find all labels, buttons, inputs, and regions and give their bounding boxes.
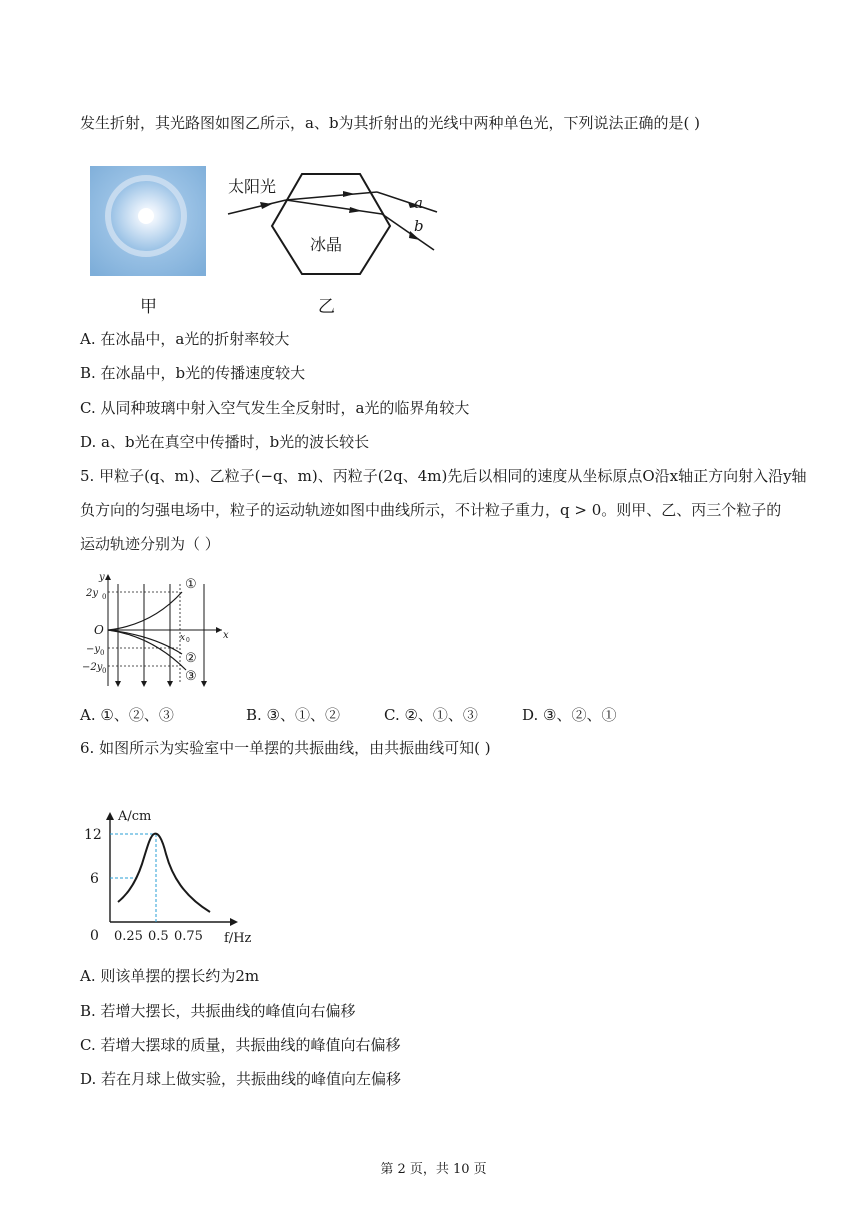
trajectory-label-2: ②: [185, 651, 197, 666]
resonance-curve-chart: [80, 810, 270, 946]
trajectory-label-3: ③: [185, 669, 197, 684]
q4-option-b: B. 在冰晶中，b光的传播速度较大: [80, 364, 306, 382]
q6-option-b: B. 若增大摆长，共振曲线的峰值向右偏移: [80, 1002, 356, 1020]
tick-x-025: 0.25: [114, 929, 143, 944]
q5-option-c: C. ②、①、③: [384, 706, 478, 724]
trajectory-diagram: [82, 570, 232, 692]
q4-option-a: A. 在冰晶中，a光的折射率较大: [80, 330, 290, 348]
axis-label-x: x: [223, 630, 229, 641]
tick-y-6: 6: [90, 871, 99, 887]
q6-option-a: A. 则该单摆的摆长约为2m: [80, 967, 260, 985]
ice-crystal-diagram: [222, 168, 442, 278]
tick-x-05: 0.5: [148, 929, 169, 944]
axis-label-y: y: [99, 572, 105, 583]
label-ice-crystal: 冰晶: [310, 235, 343, 254]
label-sunlight: 太阳光: [228, 177, 277, 196]
q6-option-c: C. 若增大摆球的质量，共振曲线的峰值向右偏移: [80, 1036, 401, 1054]
origin-label: O: [94, 623, 104, 637]
trajectory-label-1: ①: [185, 577, 197, 592]
q5-options: [80, 704, 680, 724]
tick-neg-2y0: −2y: [82, 662, 103, 673]
tick-y-12: 12: [84, 827, 102, 843]
tick-2y0-sub: 0: [102, 593, 107, 601]
q4-option-c: C. 从同种玻璃中射入空气发生全反射时，a光的临界角较大: [80, 399, 470, 417]
y-axis-label: A/cm: [118, 810, 152, 824]
q5-option-d: D. ③、②、①: [522, 706, 617, 724]
q6-option-d: D. 若在月球上做实验，共振曲线的峰值向左偏移: [80, 1070, 402, 1088]
tick-neg-2y0-sub: 0: [102, 667, 107, 675]
fig-jia-caption: 甲: [140, 297, 157, 317]
tick-x0: x: [180, 633, 186, 643]
fig-yi-caption: 乙: [318, 297, 335, 317]
q6-stem: 6. 如图所示为实验室中一单摆的共振曲线，由共振曲线可知( ): [80, 739, 491, 757]
q5-option-a: A. ①、②、③: [80, 706, 174, 724]
halo-photo: [90, 166, 206, 276]
q4-stem-tail: 发生折射，其光路图如图乙所示，a、b为其折射出的光线中两种单色光，下列说法正确的是( ): [80, 114, 701, 132]
q5-option-b: B. ③、①、②: [246, 706, 341, 724]
tick-2y0: 2y: [86, 588, 99, 599]
q5-stem-line1: 5. 甲粒子(q、m)、乙粒子(−q、m)、丙粒子(2q、4m)先后以相同的速度从坐标原点O沿x轴正方向射入沿y轴: [80, 467, 807, 485]
x-axis-label: f/Hz: [224, 931, 252, 946]
tick-x0-sub: 0: [186, 637, 190, 644]
origin-label: 0: [90, 928, 99, 944]
label-ray-a: a: [414, 194, 423, 212]
q5-stem-line3: 运动轨迹分别为（ ）: [80, 535, 220, 553]
q5-stem-line2: 负方向的匀强电场中，粒子的运动轨迹如图中曲线所示，不计粒子重力，q > 0。则甲、乙、丙三个粒子的: [80, 501, 782, 519]
tick-neg-y0-sub: 0: [100, 649, 105, 657]
label-ray-b: b: [414, 217, 424, 235]
q4-option-d: D. a、b光在真空中传播时，b光的波长较长: [80, 433, 370, 451]
tick-neg-y0: −y: [86, 644, 101, 655]
page-footer: 第 2 页，共 10 页: [380, 1162, 487, 1177]
tick-x-075: 0.75: [174, 929, 203, 944]
